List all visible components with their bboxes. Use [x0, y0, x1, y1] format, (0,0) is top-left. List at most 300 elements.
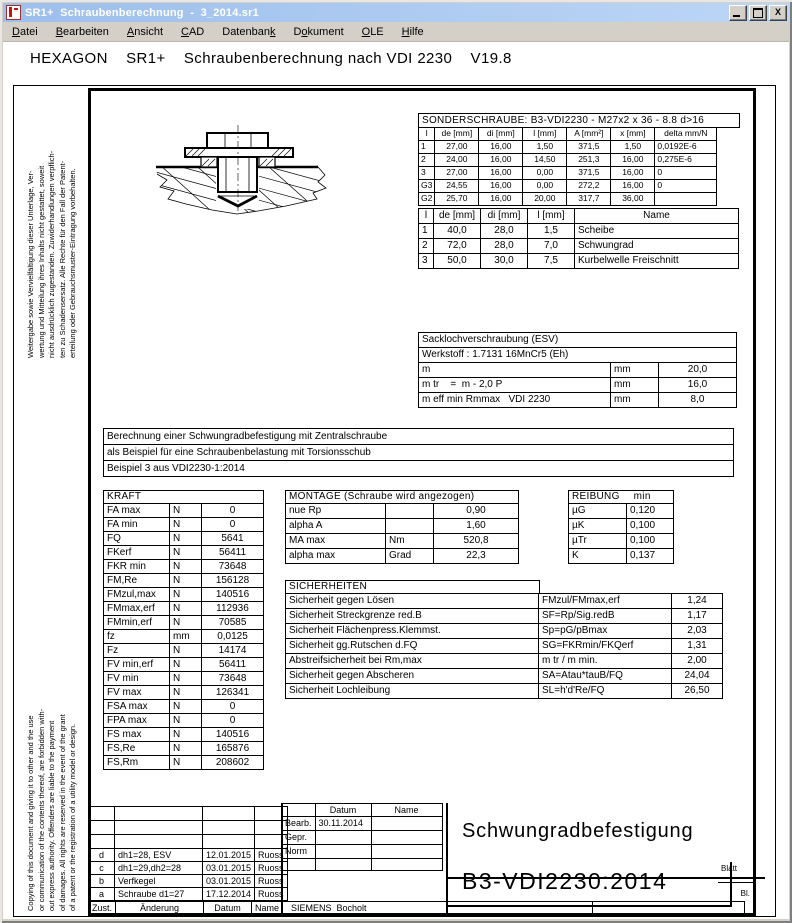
cell-a: 251,3	[567, 154, 611, 167]
table-title-row	[419, 333, 737, 348]
empty-row	[89, 821, 288, 835]
param-unit: N	[170, 546, 202, 560]
revision-table	[88, 806, 288, 901]
table-row	[286, 609, 723, 624]
table-row	[419, 348, 737, 363]
param-unit	[386, 504, 434, 519]
menu-item[interactable]	[47, 24, 118, 40]
param-label: FPA max	[104, 714, 170, 728]
menu-item-mnemonic: o	[301, 25, 308, 38]
menu-item[interactable]	[3, 24, 47, 40]
param-label: FSA max	[104, 700, 170, 714]
param-unit: N	[170, 574, 202, 588]
param-value: 0	[202, 700, 264, 714]
close-button[interactable]: X	[769, 5, 787, 21]
table-row	[569, 504, 674, 519]
description-line: Beispiel 3 aus VDI2230-1:2014	[104, 461, 734, 477]
param-value: 0	[202, 504, 264, 518]
table-row	[419, 224, 739, 239]
copyright-line: of a patent or the registration of a utility model or design.	[68, 723, 77, 911]
param-label: FS,Rm	[104, 756, 170, 770]
cell-l: 0,00	[523, 167, 567, 180]
copyright-line: ten zu Schadensersatz. Alle Rechte für den Fall der Patent-	[57, 160, 67, 358]
rev-zust: c	[89, 862, 115, 875]
copyright-line: Weitergabe sowie Vervielfältigung dieser Unterlage, Ver-	[26, 170, 35, 358]
cell-di: 30,0	[481, 254, 528, 269]
copyright-line: nicht ausdrücklich zugestanden. Zuwiderhandlungen verpflich-	[47, 150, 56, 358]
param-value: 5641	[202, 532, 264, 546]
description-row	[104, 445, 734, 461]
approvals-table	[281, 803, 443, 871]
menu-item-text: nsicht	[134, 25, 164, 38]
rev-aenderung: dh1=28, ESV	[115, 849, 203, 862]
description-line: Berechnung einer Schwungradbefestigung mit Zentralschraube	[104, 429, 734, 445]
menu-item-mnemonic: O	[361, 25, 371, 38]
table-row	[286, 669, 723, 684]
cell-l: 14,50	[523, 154, 567, 167]
param-label: µTr	[569, 534, 627, 549]
table-row	[104, 504, 264, 518]
table-row	[286, 519, 519, 534]
table-row	[569, 549, 674, 564]
safety-label: Abstreifsicherheit bei Rm,max	[286, 654, 539, 669]
cell-a: 371,5	[567, 141, 611, 154]
param-value: 0,100	[627, 519, 674, 534]
param-value: 156128	[202, 574, 264, 588]
approval-name	[371, 845, 442, 859]
param-value: 16,0	[659, 378, 737, 393]
table-row	[286, 534, 519, 549]
empty-row	[282, 859, 443, 871]
param-unit: N	[170, 756, 202, 770]
cell-nr: G3	[419, 180, 435, 193]
window-buttons	[729, 5, 787, 21]
param-value: 8,0	[659, 393, 737, 408]
sackloch-table	[418, 332, 737, 408]
cell-de: 24,00	[435, 154, 479, 167]
rev-zust: d	[89, 849, 115, 862]
menu-item[interactable]	[213, 24, 284, 40]
param-label: FA min	[104, 518, 170, 532]
approval-label: Gepr.	[282, 831, 316, 845]
cell-name: Schwungrad	[575, 239, 739, 254]
cell-di: 16,00	[479, 193, 523, 206]
menu-item-mnemonic: k	[269, 25, 276, 38]
safety-label: Sicherheit gg.Rutschen d.FQ	[286, 639, 539, 654]
param-unit: N	[170, 560, 202, 574]
param-label: Fz	[104, 644, 170, 658]
param-value: 73648	[202, 560, 264, 574]
column-header: de [mm]	[434, 209, 481, 224]
param-label: m tr = m - 2,0 P	[419, 378, 611, 393]
cell-nr: 1	[419, 224, 434, 239]
column-header: l [mm]	[523, 128, 567, 141]
approval-name	[371, 831, 442, 845]
reibung-table	[568, 490, 674, 564]
cell-di: 16,00	[479, 141, 523, 154]
menu-item-text: LE	[370, 25, 384, 38]
maximize-button[interactable]	[749, 5, 767, 21]
param-unit: N	[170, 532, 202, 546]
table-row	[286, 504, 519, 519]
cell-nr: 1	[419, 141, 435, 154]
column-header: Name	[575, 209, 739, 224]
menu-item-text: AD	[188, 25, 205, 38]
approval-name	[371, 817, 442, 831]
cell-de: 27,00	[435, 167, 479, 180]
cell-di: 28,0	[481, 239, 528, 254]
table-row	[104, 644, 264, 658]
param-value: 140516	[202, 588, 264, 602]
table-row	[419, 363, 737, 378]
cell-l: 7,0	[528, 239, 575, 254]
cell-x: 16,00	[611, 180, 655, 193]
param-label: FKerf	[104, 546, 170, 560]
approval-label: Bearb.	[282, 817, 316, 831]
param-label: fz	[104, 630, 170, 644]
safety-formula: Sp=pG/pBmax	[539, 624, 672, 639]
param-label: nue Rp	[286, 504, 386, 519]
copyright-line: out express authority. Offenders are liable to the payment	[47, 720, 56, 911]
param-label: FMzul,max	[104, 588, 170, 602]
approval-row	[282, 831, 443, 845]
table-title-row	[286, 491, 519, 504]
table-row	[286, 624, 723, 639]
param-unit: mm	[611, 363, 659, 378]
param-value: 0,0125	[202, 630, 264, 644]
table-row	[104, 742, 264, 756]
cell-l: 1,50	[523, 141, 567, 154]
table-row	[419, 378, 737, 393]
param-label: FKR min	[104, 560, 170, 574]
param-label: FQ	[104, 532, 170, 546]
kraft-title: KRAFT	[104, 491, 264, 504]
param-label: alpha max	[286, 549, 386, 564]
table-row	[104, 616, 264, 630]
description-line: als Beispiel für eine Schraubenbelastung mit Torsionsschub	[104, 445, 734, 461]
menu-item-text: Datenban	[222, 25, 270, 38]
cell-de: 50,0	[434, 254, 481, 269]
param-unit: mm	[611, 393, 659, 408]
cell-l: 1,5	[528, 224, 575, 239]
cell-de: 72,0	[434, 239, 481, 254]
param-unit: N	[170, 504, 202, 518]
cell-nr: 2	[419, 154, 435, 167]
drawing-title: Schwungradbefestigung	[446, 803, 765, 879]
table-row	[104, 588, 264, 602]
cell-a: 317,7	[567, 193, 611, 206]
description-table	[103, 428, 734, 477]
safety-formula: SA=Atau*tauB/FQ	[539, 669, 672, 684]
param-value: 165876	[202, 742, 264, 756]
param-value: 56411	[202, 546, 264, 560]
safety-formula: m tr / m min.	[539, 654, 672, 669]
menu-item-mnemonic: D	[12, 25, 20, 38]
werkstoff-cell: Werkstoff : 1.7131 16MnCr5 (Eh)	[419, 348, 737, 363]
sonderschraube-table	[418, 127, 717, 206]
table-row	[286, 654, 723, 669]
menu-item[interactable]	[284, 24, 352, 40]
param-value: 520,8	[434, 534, 519, 549]
minimize-icon	[733, 15, 740, 17]
rev-datum: 03.01.2015	[203, 875, 255, 888]
rev-aenderung: Schraube d1=27	[115, 888, 203, 901]
approval-datum	[315, 845, 371, 859]
param-value: 0,90	[434, 504, 519, 519]
safety-value: 26,50	[672, 684, 723, 699]
param-label: K	[569, 549, 627, 564]
param-label: FV min	[104, 672, 170, 686]
param-label: FS,Re	[104, 742, 170, 756]
window-title: SR1+ Schraubenberechnung - 3_2014.sr1	[25, 6, 259, 19]
safety-value: 2,00	[672, 654, 723, 669]
param-value: 208602	[202, 756, 264, 770]
table-row	[104, 700, 264, 714]
revision-row	[89, 875, 288, 888]
copyright-line: Copying of this document and giving it to other and the use	[26, 715, 35, 911]
menu-item[interactable]	[393, 24, 433, 40]
safety-value: 2,03	[672, 624, 723, 639]
safety-label: Sicherheit gegen Abscheren	[286, 669, 539, 684]
param-unit: N	[170, 644, 202, 658]
param-unit: N	[170, 588, 202, 602]
minimize-button[interactable]	[729, 5, 747, 21]
bolt-drawing	[100, 95, 410, 315]
safety-label: Sicherheit Lochleibung	[286, 684, 539, 699]
column-header: di [mm]	[479, 128, 523, 141]
menu-item-text: ilfe	[409, 25, 424, 38]
param-value: 73648	[202, 672, 264, 686]
table-row	[104, 672, 264, 686]
approvals-header-row	[282, 804, 443, 817]
cell-di: 16,00	[479, 180, 523, 193]
table-row	[286, 594, 723, 609]
copyright-line: or communication of the contents thereof, are forbidden with-	[36, 708, 46, 911]
param-value: 126341	[202, 686, 264, 700]
cell-nr: 3	[419, 254, 434, 269]
table-title-row	[569, 491, 674, 504]
table-row	[104, 658, 264, 672]
table-row	[104, 728, 264, 742]
rev-datum: 12.01.2015	[203, 849, 255, 862]
param-label: µK	[569, 519, 627, 534]
cell-x: 16,00	[611, 154, 655, 167]
menu-item-mnemonic: H	[401, 25, 410, 38]
menu-item-text: kument	[307, 25, 344, 38]
document-header: HEXAGON SR1+ Schraubenberechnung nach VDI 2230 V19.8	[30, 50, 512, 67]
kraft-table	[103, 490, 264, 770]
window-titlebar[interactable]	[3, 3, 789, 22]
table-row	[104, 560, 264, 574]
sicherheiten-title: SICHERHEITEN	[285, 580, 540, 594]
cell-name: Scheibe	[575, 224, 739, 239]
klemmteile-table	[418, 208, 739, 269]
copyright-line: erteilung oder Gebrauchsmuster-Eintragung vorbehalten.	[68, 168, 77, 358]
safety-formula: SF=Rp/Sig.redB	[539, 609, 672, 624]
empty-cell	[593, 902, 745, 915]
menu-item-text: atei	[19, 25, 38, 38]
bl-label: Bl.	[740, 889, 750, 898]
param-unit: N	[170, 742, 202, 756]
table-row	[286, 549, 519, 564]
cell-delta: 0	[655, 167, 717, 180]
approval-datum: 30.11.2014	[315, 817, 371, 831]
montage-title: MONTAGE (Schraube wird angezogen)	[286, 491, 519, 504]
safety-value: 1,31	[672, 639, 723, 654]
name-header: Name	[371, 804, 442, 817]
copyright-note-german	[26, 90, 79, 358]
table-row	[104, 532, 264, 546]
param-value: 112936	[202, 602, 264, 616]
column-header: x [mm]	[611, 128, 655, 141]
table-row	[569, 534, 674, 549]
param-label: µG	[569, 504, 627, 519]
param-unit: N	[170, 686, 202, 700]
param-unit: N	[170, 616, 202, 630]
safety-label: Sicherheit Flächenpress.Klemmst.	[286, 624, 539, 639]
footer-row	[89, 902, 745, 915]
param-unit	[386, 519, 434, 534]
menu-item[interactable]	[118, 24, 172, 40]
cell-di: 16,00	[479, 167, 523, 180]
table-row	[104, 630, 264, 644]
param-value: 14174	[202, 644, 264, 658]
copyright-note-english	[26, 606, 79, 911]
menu-bar	[3, 22, 789, 42]
param-value: 0,120	[627, 504, 674, 519]
param-unit: N	[170, 658, 202, 672]
empty-row	[89, 835, 288, 849]
copyright-line: of damages. All rights are reserved in the event of the grant	[57, 714, 67, 911]
safety-formula: FMzul/FMmax,erf	[539, 594, 672, 609]
menu-item-mnemonic: C	[181, 25, 189, 38]
maximize-icon	[753, 8, 763, 18]
param-value: 22,3	[434, 549, 519, 564]
titleblock-footer	[88, 901, 745, 915]
param-label: FV min,erf	[104, 658, 170, 672]
param-label: alpha A	[286, 519, 386, 534]
drawing-number: B3-VDI2230:2014	[446, 862, 732, 907]
param-value: 1,60	[434, 519, 519, 534]
cell-de: 25,70	[435, 193, 479, 206]
footer-company: SIEMENS Bocholt	[283, 902, 593, 915]
empty-cell	[282, 804, 316, 817]
safety-formula: SL=h'd'Re/FQ	[539, 684, 672, 699]
rev-name: Ruoss	[255, 849, 288, 862]
rev-zust: b	[89, 875, 115, 888]
footer-datum: Datum	[204, 902, 252, 915]
cell-de: 24,55	[435, 180, 479, 193]
rev-name: Ruoss	[255, 888, 288, 901]
table-row	[104, 686, 264, 700]
column-header: A [mm²]	[567, 128, 611, 141]
cell-delta: 0,275E-6	[655, 154, 717, 167]
param-value: 0,137	[627, 549, 674, 564]
cell-name: Kurbelwelle Freischnitt	[575, 254, 739, 269]
reibung-subtitle: min	[633, 491, 651, 503]
cell-di: 16,00	[479, 154, 523, 167]
cell-di: 28,0	[481, 224, 528, 239]
table-row	[104, 602, 264, 616]
table-row	[419, 254, 739, 269]
param-unit: mm	[611, 378, 659, 393]
column-header: de [mm]	[435, 128, 479, 141]
cell-x: 36,00	[611, 193, 655, 206]
param-unit: N	[170, 602, 202, 616]
param-label: m eff min Rmmax VDI 2230	[419, 393, 611, 408]
param-unit: Nm	[386, 534, 434, 549]
param-value: 20,0	[659, 363, 737, 378]
column-header: l	[419, 209, 434, 224]
param-unit: N	[170, 714, 202, 728]
param-unit: mm	[170, 630, 202, 644]
param-label: FA max	[104, 504, 170, 518]
menu-item-mnemonic: B	[55, 25, 64, 38]
rev-zust: a	[89, 888, 115, 901]
sicherheiten-table	[285, 593, 723, 699]
montage-table	[285, 490, 519, 564]
table-row	[419, 180, 717, 193]
param-label: FM,Re	[104, 574, 170, 588]
column-header: delta mm/N	[655, 128, 717, 141]
menu-item-text: D	[293, 25, 302, 38]
menu-item[interactable]	[172, 24, 213, 40]
rev-datum: 17.12.2014	[203, 888, 255, 901]
cell-l: 7,5	[528, 254, 575, 269]
cell-delta: 0,0192E-6	[655, 141, 717, 154]
table-row	[569, 519, 674, 534]
cell-nr: G2	[419, 193, 435, 206]
cell-l: 0,00	[523, 180, 567, 193]
column-header: l [mm]	[528, 209, 575, 224]
cell-de: 27,00	[435, 141, 479, 154]
sackloch-title: Sacklochverschraubung (ESV)	[419, 333, 737, 348]
footer-aenderung: Änderung	[116, 902, 204, 915]
safety-value: 24,04	[672, 669, 723, 684]
rev-aenderung: dh1=29,dh2=28	[115, 862, 203, 875]
table-row	[104, 756, 264, 770]
param-label: MA max	[286, 534, 386, 549]
blatt-label: Blatt	[718, 862, 753, 883]
param-label: m	[419, 363, 611, 378]
cell-x: 1,50	[611, 141, 655, 154]
table-title-row	[104, 491, 264, 504]
app-icon[interactable]	[6, 5, 21, 20]
sonderschraube-title: SONDERSCHRAUBE: B3-VDI2230 - M27x2 x 36 - 8.8 d>16	[418, 113, 740, 128]
rev-name: Ruoss	[255, 862, 288, 875]
empty-row	[89, 807, 288, 821]
approval-row	[282, 817, 443, 831]
rev-aenderung: Verfkegel	[115, 875, 203, 888]
table-row	[419, 167, 717, 180]
param-label: FMmax,erf	[104, 602, 170, 616]
menu-item-mnemonic: A	[126, 25, 135, 38]
safety-value: 1,17	[672, 609, 723, 624]
menu-item[interactable]	[353, 24, 393, 40]
param-value: 70585	[202, 616, 264, 630]
safety-label: Sicherheit Streckgrenze red.B	[286, 609, 539, 624]
table-row	[104, 546, 264, 560]
reibung-title	[569, 491, 674, 504]
rev-name: Ruoss	[255, 875, 288, 888]
param-unit: N	[170, 518, 202, 532]
table-row	[286, 684, 723, 699]
param-value: 0	[202, 518, 264, 532]
cell-de: 40,0	[434, 224, 481, 239]
param-label: FV max	[104, 686, 170, 700]
safety-value: 1,24	[672, 594, 723, 609]
revision-row	[89, 862, 288, 875]
